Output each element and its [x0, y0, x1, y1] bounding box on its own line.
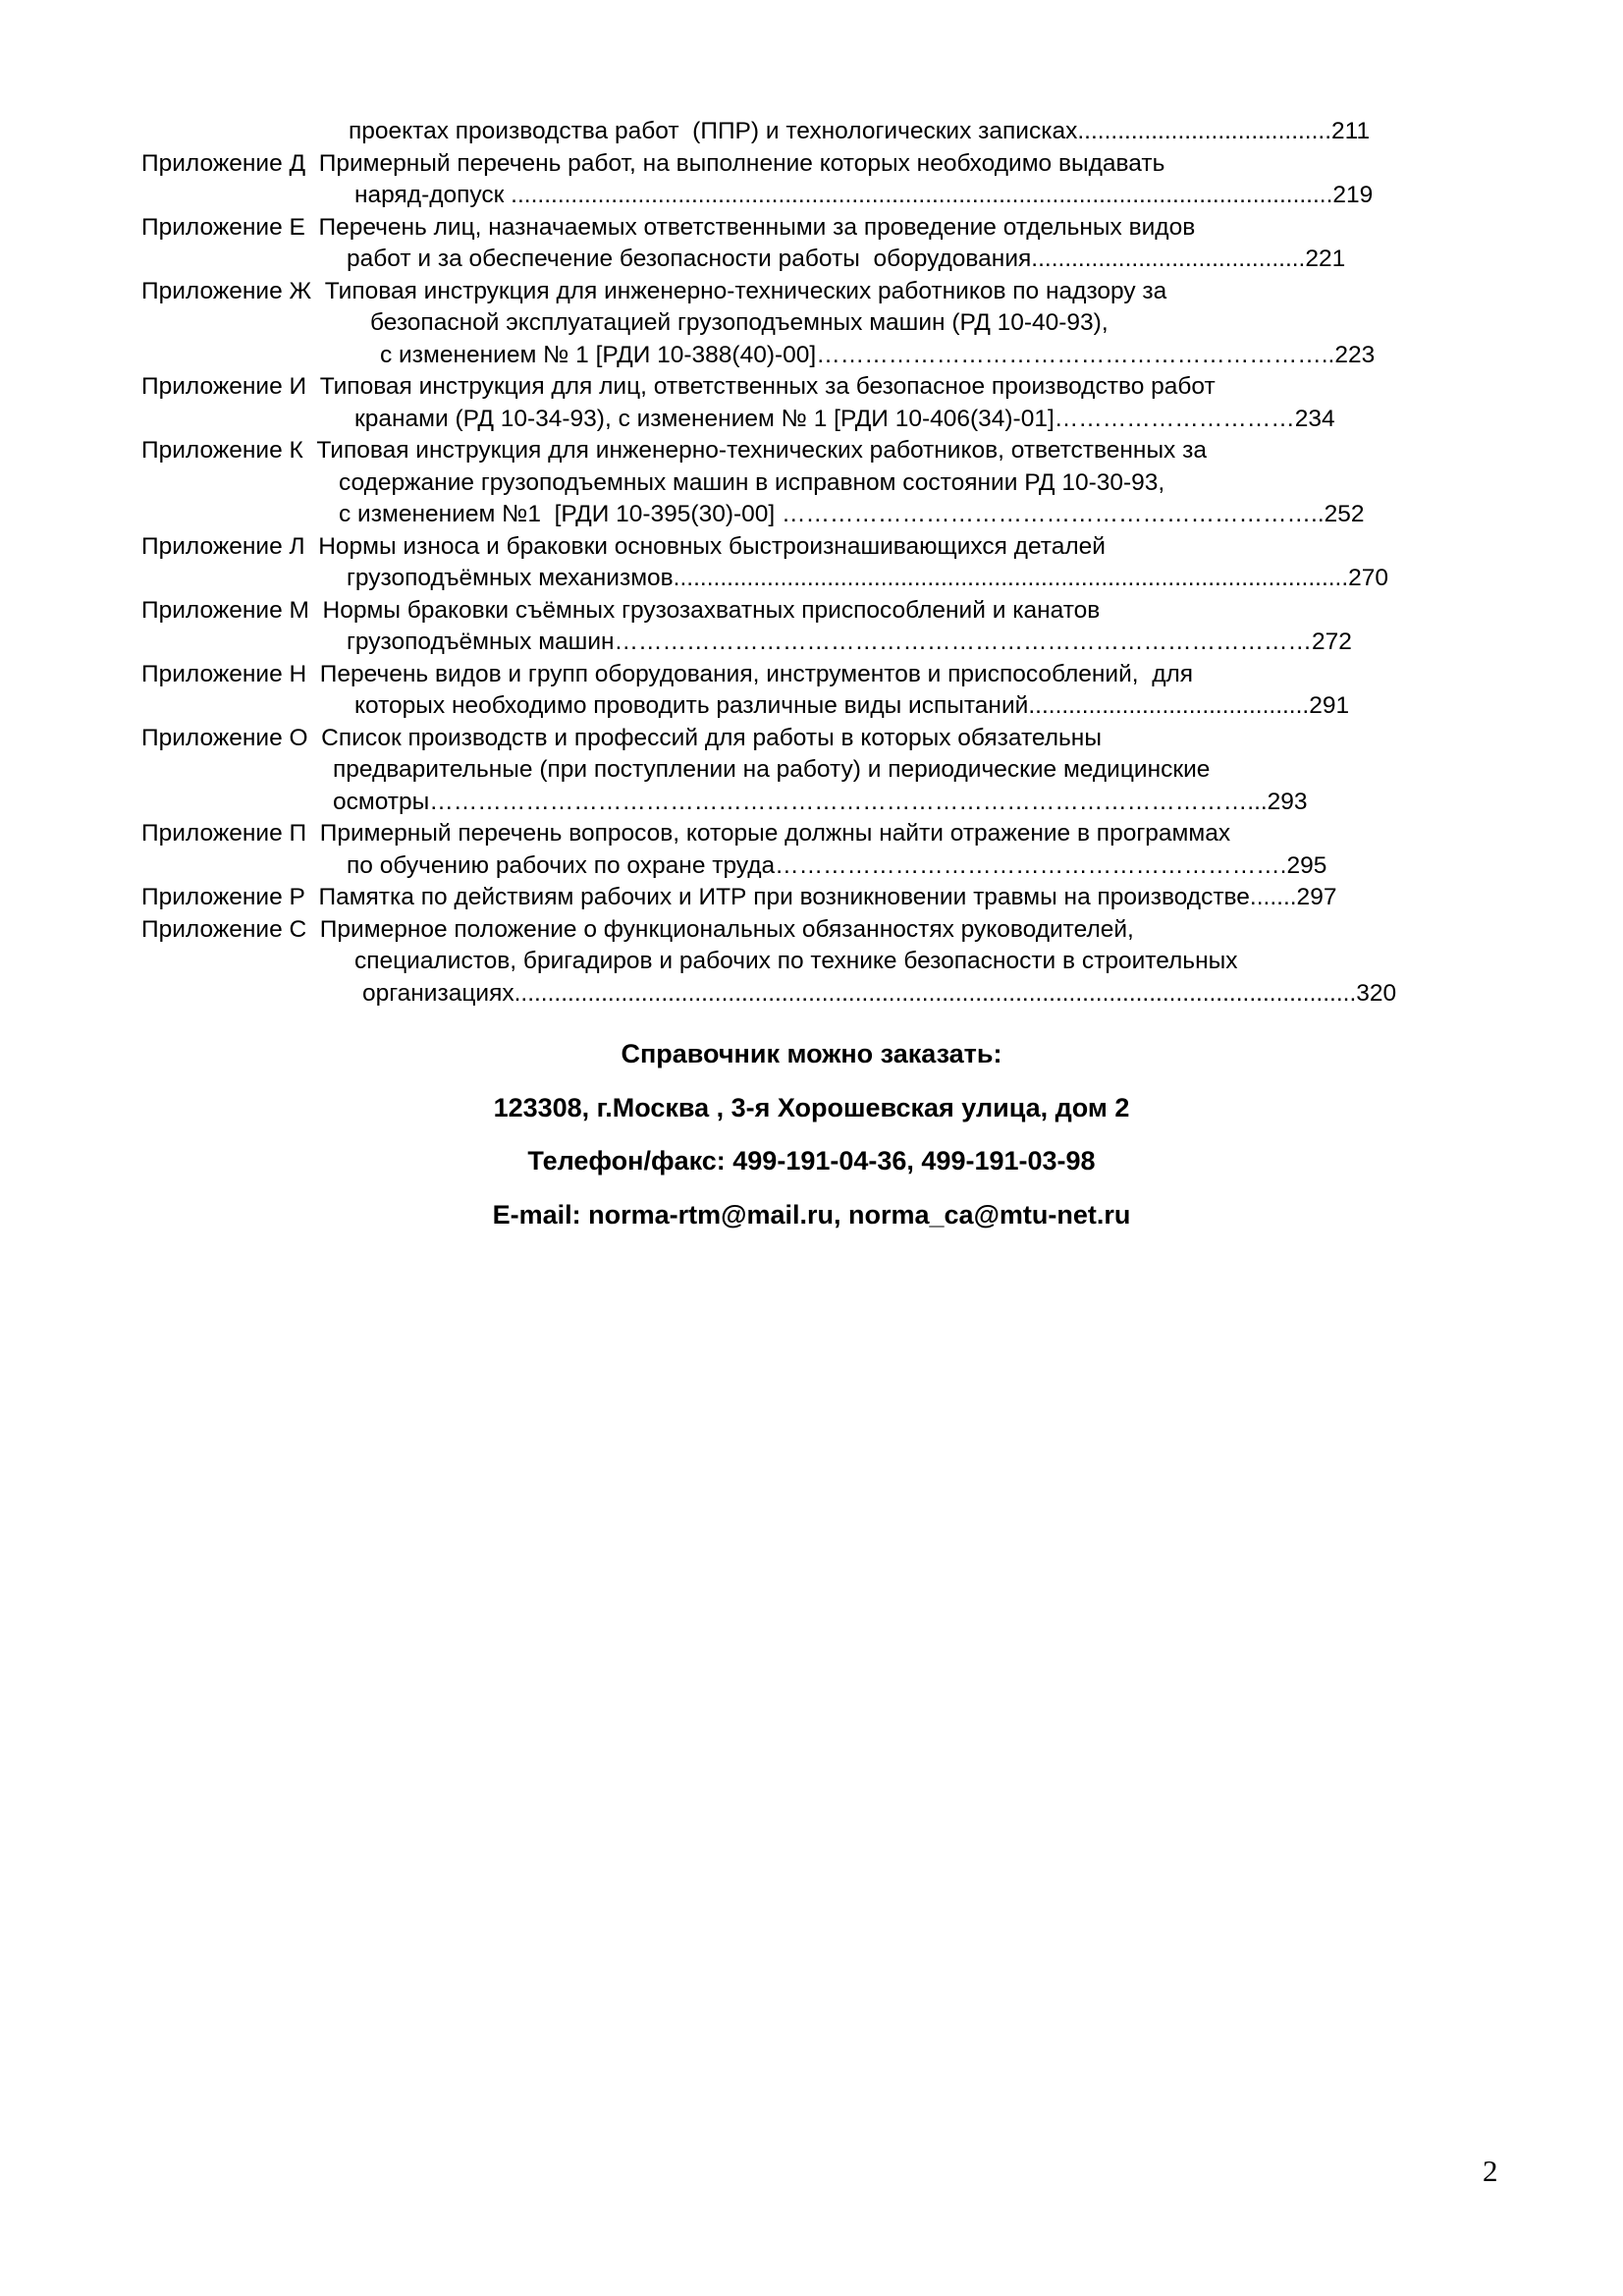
toc-line: Приложение Е Перечень лиц, назначаемых ответственными за проведение отдельных видов — [141, 214, 1196, 241]
toc-line: осмотры…………………………………………………………………………………………...293 — [333, 789, 1308, 815]
order-address: 123308, г.Москва , 3-я Хорошевская улица, дом 2 — [493, 1093, 1130, 1122]
toc-line: грузоподъёмных машин……………………………………………………………………………272 — [347, 629, 1352, 655]
toc-line: Приложение К Типовая инструкция для инженерно-технических работников, ответственных за — [141, 437, 1207, 464]
toc-line: Приложение Д Примерный перечень работ, на выполнение которых необходимо выдавать — [141, 150, 1165, 177]
toc-line: кранами (РД 10-34-93), с изменением № 1 [РДИ 10-406(34)-01]…………………………234 — [354, 406, 1335, 432]
toc-line: по обучению рабочих по охране труда……………………………………………………….295 — [347, 852, 1327, 879]
toc-line: Приложение М Нормы браковки съёмных грузозахватных приспособлений и канатов — [141, 597, 1101, 624]
toc-line: с изменением № 1 [РДИ 10-388(40)-00]………………………………………………………..223 — [380, 342, 1376, 368]
toc-line: работ и за обеспечение безопасности работы оборудования.........................................221 — [347, 246, 1346, 272]
toc-line: безопасной эксплуатацией грузоподъемных машин (РД 10-40-93), — [370, 309, 1109, 336]
page-number: 2 — [1483, 2154, 1498, 2188]
toc-line: наряд-допуск ...........................................................................................................................219 — [354, 182, 1374, 208]
toc-line: с изменением №1 [РДИ 10-395(30)-00] …………………………………………………………..252 — [339, 501, 1365, 527]
toc-line: организациях..............................................................................................................................320 — [362, 980, 1397, 1007]
toc-line: Приложение П Примерный перечень вопросов, которые должны найти отражение в программах — [141, 820, 1231, 847]
toc-line: предварительные (при поступлении на работу) и периодические медицинские — [333, 756, 1211, 783]
toc-line: которых необходимо проводить различные виды испытаний..........................................291 — [354, 692, 1350, 719]
toc-line: специалистов, бригадиров и рабочих по технике безопасности в строительных — [354, 948, 1238, 974]
toc-line: Приложение Л Нормы износа и браковки основных быстроизнашивающихся деталей — [141, 533, 1106, 560]
toc-line: Приложение Н Перечень видов и групп оборудования, инструментов и приспособлений, для — [141, 661, 1194, 687]
toc-line: грузоподъёмных механизмов.....................................................................................................270 — [347, 565, 1389, 591]
order-heading: Справочник можно заказать: — [621, 1039, 1002, 1068]
toc-line: проектах производства работ (ППР) и технологических записках......................................211 — [349, 118, 1371, 144]
toc-line: Приложение Р Памятка по действиям рабочих и ИТР при возникновении травмы на производстве.......297 — [141, 884, 1337, 910]
toc-line: Приложение С Примерное положение о функциональных обязанностях руководителей, — [141, 916, 1134, 943]
order-phone: Телефон/факс: 499-191-04-36, 499-191-03-98 — [527, 1146, 1096, 1175]
toc-line: Приложение Ж Типовая инструкция для инженерно-технических работников по надзору за — [141, 278, 1167, 304]
toc-line: Приложение О Список производств и профессий для работы в которых обязательны — [141, 725, 1102, 751]
toc-line: содержание грузоподъемных машин в исправном состоянии РД 10-30-93, — [339, 469, 1165, 496]
order-email: E-mail: norma-rtm@mail.ru, norma_ca@mtu-net.ru — [492, 1200, 1131, 1230]
toc-line: Приложение И Типовая инструкция для лиц, ответственных за безопасное производство работ — [141, 373, 1216, 400]
